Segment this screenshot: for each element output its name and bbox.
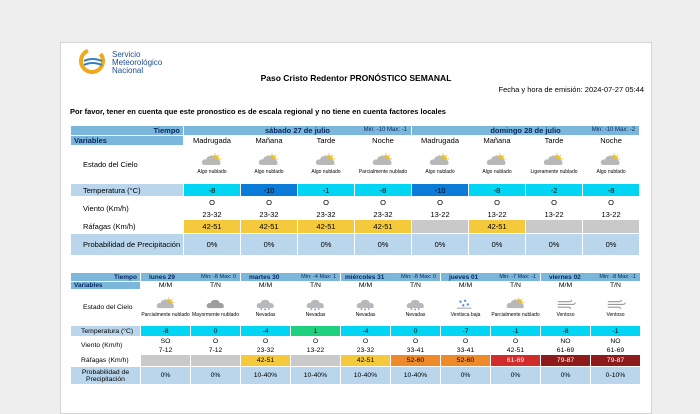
sky-cell — [391, 290, 441, 326]
period-header: Madrugada — [184, 136, 241, 146]
sky-cell — [184, 146, 241, 184]
precip-cell: 0% — [469, 234, 526, 256]
precip-cell: 0% — [541, 367, 591, 385]
period-header: Tarde — [526, 136, 583, 146]
day-header — [412, 126, 640, 136]
precip-cell: 0% — [412, 234, 469, 256]
temp-cell: -8 — [184, 184, 241, 197]
temp-cell: -1 — [298, 184, 355, 197]
smn-logo-icon — [78, 46, 108, 76]
day-label: miércoles 31 — [345, 274, 385, 281]
period-header: T/N — [491, 282, 541, 290]
gust-cell: 42-51 — [241, 355, 291, 367]
wind-direction: O — [298, 197, 355, 209]
sky-cell — [191, 290, 241, 326]
sky-icon — [505, 297, 527, 311]
row-label-temp: Temperatura (°C) — [71, 184, 184, 197]
sky-condition: Algo nublado — [311, 169, 341, 176]
sky-icon — [485, 153, 509, 168]
sky-icon — [555, 297, 577, 311]
day-header — [184, 126, 412, 136]
wind-speed: 13-22 — [526, 209, 583, 220]
precip-cell: 0% — [441, 367, 491, 385]
gust-cell — [412, 220, 469, 234]
tiempo-label: Tiempo — [71, 126, 184, 136]
period-header: Madrugada — [412, 136, 469, 146]
gust-cell: 42-51 — [184, 220, 241, 234]
day-minmax: Min: -8 Max: -1 — [599, 274, 636, 280]
sky-icon — [205, 297, 227, 311]
wind-direction: O — [469, 197, 526, 209]
gust-cell — [526, 220, 583, 234]
sky-cell — [412, 146, 469, 184]
sky-condition: Ligeramente nublado — [530, 169, 578, 176]
wind-speed: 13-22 — [291, 346, 341, 355]
wind-speed: 13-22 — [583, 209, 640, 220]
sky-condition: Algo nublado — [482, 169, 512, 176]
gust-cell: 42-51 — [298, 220, 355, 234]
wind-direction: O — [491, 337, 541, 346]
day-minmax: Min: -8 Max: 0 — [401, 274, 436, 280]
row-label-precip: Probabilidad de Precipitación — [71, 367, 141, 385]
wind-speed: 61-69 — [591, 346, 641, 355]
precip-cell: 0% — [491, 367, 541, 385]
temp-cell: -8 — [141, 326, 191, 337]
temp-cell: -7 — [441, 326, 491, 337]
sky-cell — [241, 290, 291, 326]
sky-condition: Nevadas — [255, 311, 276, 318]
sky-condition: Ventoso — [556, 311, 575, 318]
precip-cell: 10-40% — [241, 367, 291, 385]
gust-cell: 52-60 — [391, 355, 441, 367]
wind-direction: O — [291, 337, 341, 346]
gust-cell — [583, 220, 640, 234]
wind-direction: O — [241, 197, 298, 209]
variables-label: Variables — [71, 282, 141, 290]
sky-cell — [541, 290, 591, 326]
precip-cell: 0% — [583, 234, 640, 256]
day-header — [341, 273, 441, 282]
wind-direction: O — [191, 337, 241, 346]
gust-cell: 42-51 — [241, 220, 298, 234]
period-header: Mañana — [241, 136, 298, 146]
temp-cell: -10 — [241, 184, 298, 197]
day-header — [541, 273, 641, 282]
day-header — [141, 273, 241, 282]
sky-icon — [200, 153, 224, 168]
smn-logo — [78, 46, 188, 76]
temp-cell: -8 — [355, 184, 412, 197]
period-header: M/M — [341, 282, 391, 290]
wind-speed: 42-51 — [491, 346, 541, 355]
period-header: T/N — [591, 282, 641, 290]
wind-speed: 33-41 — [391, 346, 441, 355]
wind-direction: O — [441, 337, 491, 346]
sky-condition: Ventisca baja — [450, 311, 481, 318]
day-minmax: Min: -10 Max: -1 — [363, 127, 408, 133]
sky-cell — [355, 146, 412, 184]
sky-cell — [526, 146, 583, 184]
sky-cell — [291, 290, 341, 326]
day-minmax: Min: -4 Max: 1 — [301, 274, 336, 280]
gust-cell: 42-51 — [469, 220, 526, 234]
precip-cell: 10-40% — [291, 367, 341, 385]
day-minmax: Min: -8 Max: 0 — [201, 274, 236, 280]
gust-cell: 42-51 — [355, 220, 412, 234]
sky-cell — [341, 290, 391, 326]
wind-direction: O — [583, 197, 640, 209]
sky-icon — [155, 297, 177, 311]
sky-condition: Parcialmente nublado — [141, 311, 190, 318]
row-label-rafagas: Ráfagas (Km/h) — [71, 355, 141, 367]
temp-cell: -1 — [491, 326, 541, 337]
precip-cell: 10-40% — [391, 367, 441, 385]
sky-icon — [371, 153, 395, 168]
sky-cell — [441, 290, 491, 326]
temp-cell: 1 — [291, 326, 341, 337]
period-header: T/N — [391, 282, 441, 290]
sky-cell — [469, 146, 526, 184]
day-header — [441, 273, 541, 282]
page-title: Paso Cristo Redentor PRONÓSTICO SEMANAL — [260, 73, 452, 83]
wind-direction: SO — [141, 337, 191, 346]
row-label-cielo: Estado del Cielo — [71, 290, 141, 326]
sky-condition: Parcialmente nublado — [491, 311, 540, 318]
sky-cell — [591, 290, 641, 326]
gust-cell: 42-51 — [341, 355, 391, 367]
wind-speed: 23-32 — [355, 209, 412, 220]
wind-direction: O — [355, 197, 412, 209]
row-label-temp: Temperatura (°C) — [71, 326, 141, 337]
wind-speed: 7-12 — [191, 346, 241, 355]
emission-date: Fecha y hora de emisión: 2024-07-27 05:44 — [498, 85, 644, 94]
sky-icon — [428, 153, 452, 168]
period-header: M/M — [541, 282, 591, 290]
day-label: domingo 28 de julio — [490, 126, 561, 135]
period-header: Mañana — [469, 136, 526, 146]
day-label: viernes 02 — [549, 274, 581, 281]
gust-cell: 52-60 — [441, 355, 491, 367]
period-header: M/M — [141, 282, 191, 290]
day-label: lunes 29 — [149, 274, 176, 281]
row-label-viento: Viento (Km/h) — [71, 337, 141, 355]
temp-cell: -2 — [526, 184, 583, 197]
sky-condition: Algo nublado — [197, 169, 227, 176]
gust-cell: 79-87 — [591, 355, 641, 367]
temp-cell: 0 — [391, 326, 441, 337]
temp-cell: -10 — [412, 184, 469, 197]
sky-condition: Nevadas — [355, 311, 376, 318]
org-line2: Meteorológico — [112, 58, 163, 67]
temp-cell: -4 — [241, 326, 291, 337]
wind-speed: 23-32 — [184, 209, 241, 220]
precip-cell: 0% — [355, 234, 412, 256]
precip-cell: 0% — [241, 234, 298, 256]
precip-cell: 0% — [298, 234, 355, 256]
wind-speed: 23-32 — [241, 346, 291, 355]
sky-condition: Algo nublado — [254, 169, 284, 176]
sky-condition: Parcialmente nublado — [358, 169, 408, 176]
sky-condition: Algo nublado — [425, 169, 455, 176]
precip-cell: 0% — [184, 234, 241, 256]
wind-speed: 13-22 — [412, 209, 469, 220]
temp-cell: -1 — [591, 326, 641, 337]
period-header: Noche — [355, 136, 412, 146]
period-header: M/M — [441, 282, 491, 290]
day-header — [241, 273, 341, 282]
precip-cell: 0% — [141, 367, 191, 385]
sky-icon — [605, 297, 627, 311]
tiempo-label: Tiempo — [71, 273, 141, 282]
wind-speed: 61-69 — [541, 346, 591, 355]
sky-condition: Nevadas — [405, 311, 426, 318]
sky-icon — [455, 297, 477, 311]
row-label-rafagas: Ráfagas (Km/h) — [71, 220, 184, 234]
row-label-viento: Viento (Km/h) — [71, 197, 184, 220]
period-header: Tarde — [298, 136, 355, 146]
sky-cell — [241, 146, 298, 184]
org-line3: Nacional — [112, 66, 144, 75]
day-minmax: Min: -7 Max: -1 — [499, 274, 536, 280]
day-label: jueves 01 — [449, 274, 479, 281]
day-minmax: Min: -10 Max: -2 — [591, 127, 636, 133]
wind-direction: O — [412, 197, 469, 209]
forecast-sheet — [60, 42, 652, 414]
sky-icon — [542, 153, 566, 168]
gust-cell — [141, 355, 191, 367]
temp-cell: 0 — [191, 326, 241, 337]
wind-speed: 13-22 — [469, 209, 526, 220]
gust-cell: 61-69 — [491, 355, 541, 367]
wind-speed: 23-32 — [341, 346, 391, 355]
temp-cell: -8 — [541, 326, 591, 337]
temp-cell: -8 — [583, 184, 640, 197]
sky-cell — [583, 146, 640, 184]
wind-direction: NO — [541, 337, 591, 346]
precip-cell: 10-40% — [341, 367, 391, 385]
wind-speed: 7-12 — [141, 346, 191, 355]
temp-cell: -4 — [341, 326, 391, 337]
sky-condition: Nevadas — [305, 311, 326, 318]
wind-direction: O — [526, 197, 583, 209]
sky-cell — [298, 146, 355, 184]
forecast-table-5days — [70, 272, 641, 385]
sky-icon — [599, 153, 623, 168]
sky-cell — [491, 290, 541, 326]
regional-notice: Por favor, tener en cuenta que este pronostico es de escala regional y no tiene en cuenta factores locales — [70, 107, 446, 116]
wind-direction: O — [391, 337, 441, 346]
period-header: T/N — [191, 282, 241, 290]
wind-speed: 23-32 — [298, 209, 355, 220]
precip-cell: 0% — [526, 234, 583, 256]
variables-label: Variables — [71, 136, 184, 146]
sky-condition: Algo nublado — [596, 169, 626, 176]
day-label: martes 30 — [249, 274, 280, 281]
period-header: T/N — [291, 282, 341, 290]
org-line1: Servicio — [112, 50, 141, 59]
sky-icon — [305, 297, 327, 311]
period-header: M/M — [241, 282, 291, 290]
wind-direction: O — [241, 337, 291, 346]
sky-icon — [405, 297, 427, 311]
temp-cell: -8 — [469, 184, 526, 197]
day-label: sábado 27 de julio — [265, 126, 331, 135]
row-label-precip: Probabilidad de Precipitación — [71, 234, 184, 256]
sky-icon — [314, 153, 338, 168]
gust-cell — [191, 355, 241, 367]
sky-cell — [141, 290, 191, 326]
row-label-cielo: Estado del Cielo — [71, 146, 184, 184]
sky-icon — [255, 297, 277, 311]
sky-condition: Ventoso — [606, 311, 625, 318]
precip-cell: 0-10% — [591, 367, 641, 385]
forecast-table-2days — [70, 125, 640, 256]
sky-icon — [355, 297, 377, 311]
wind-speed: 33-41 — [441, 346, 491, 355]
wind-speed: 23-32 — [241, 209, 298, 220]
gust-cell — [291, 355, 341, 367]
sky-condition: Mayormente nublado — [192, 311, 239, 318]
precip-cell: 0% — [191, 367, 241, 385]
wind-direction: O — [184, 197, 241, 209]
gust-cell: 79-87 — [541, 355, 591, 367]
sky-icon — [257, 153, 281, 168]
wind-direction: O — [341, 337, 391, 346]
wind-direction: NO — [591, 337, 641, 346]
period-header: Noche — [583, 136, 640, 146]
